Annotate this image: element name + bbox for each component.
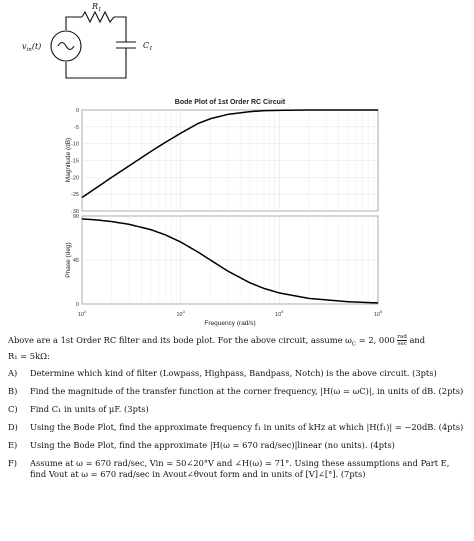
question-a: A) Determine which kind of filter (Lowpass, Highpass, Bandpass, Notch) is the above circuit. (3pts) — [8, 367, 437, 378]
magnitude-y-tick-label: -15 — [71, 158, 79, 165]
question-f: F) Assume at ω = 670 rad/sec, Vin = 50∠20°V and ∠H(ω) = 71°. Using these assumptions and Part E, find Vout at ω = 670 rad/sec in Avout∠θvout form and in units of [V]∠[°]. (7pts) — [8, 457, 450, 479]
question-d: D) Using the Bode Plot, find the approximate frequency f₁ in units of kHz at which |H(f₁)| = −20dB. (4pts) — [8, 421, 464, 432]
plot-title: Bode Plot of 1st Order RC Circuit — [174, 99, 286, 106]
x-tick-label: $10^2$ — [77, 309, 87, 318]
magnitude-y-tick-label: -5 — [74, 124, 79, 131]
x-tick-label: $10^3$ — [176, 309, 185, 318]
question-b: B) Find the magnitude of the transfer function at the corner frequency, |H(ω = ωC)|, in units of dB. (2pts) — [8, 385, 464, 396]
magnitude-y-tick-label: -30 — [71, 209, 79, 215]
phase-y-label: Phase (deg) — [65, 242, 72, 278]
source-label: $v_{in}(t)$ — [22, 42, 42, 53]
phase-y-tick-label: 90 — [72, 214, 79, 220]
question-c: C) Find C₁ in units of μF. (3pts) — [8, 403, 149, 414]
x-axis-label: Frequency (rad/s) — [204, 320, 256, 327]
phase-y-tick-label: 45 — [72, 258, 79, 264]
x-ticks — [78, 309, 383, 318]
x-tick-label: $10^5$ — [373, 309, 383, 318]
magnitude-y-tick-label: 0 — [75, 108, 79, 114]
question-e: E) Using the Bode Plot, find the approximate |H(ω = 670 rad/sec)|linear (no units). (4pts) — [8, 439, 395, 450]
x-tick-label: $10^4$ — [275, 309, 284, 318]
problem-text — [8, 334, 466, 487]
magnitude-y-tick-label: -20 — [71, 175, 79, 182]
resistor-label: $R_1$ — [92, 2, 102, 13]
magnitude-y-tick-label: -25 — [71, 192, 79, 199]
intro-paragraph: Above are a 1st Order RC filter and its bode plot. For the above circuit, assume $\omega_C = 2$, 000 rad sec and R₁ = 5kΩ: — [8, 334, 426, 361]
magnitude-y-label: Magnitude (dB) — [65, 137, 72, 183]
phase-y-ticks — [73, 214, 79, 308]
phase-y-tick-label: 0 — [75, 302, 79, 308]
magnitude-y-tick-label: -10 — [71, 141, 79, 148]
magnitude-y-ticks — [71, 108, 79, 215]
capacitor-label: $C_1$ — [143, 41, 153, 52]
